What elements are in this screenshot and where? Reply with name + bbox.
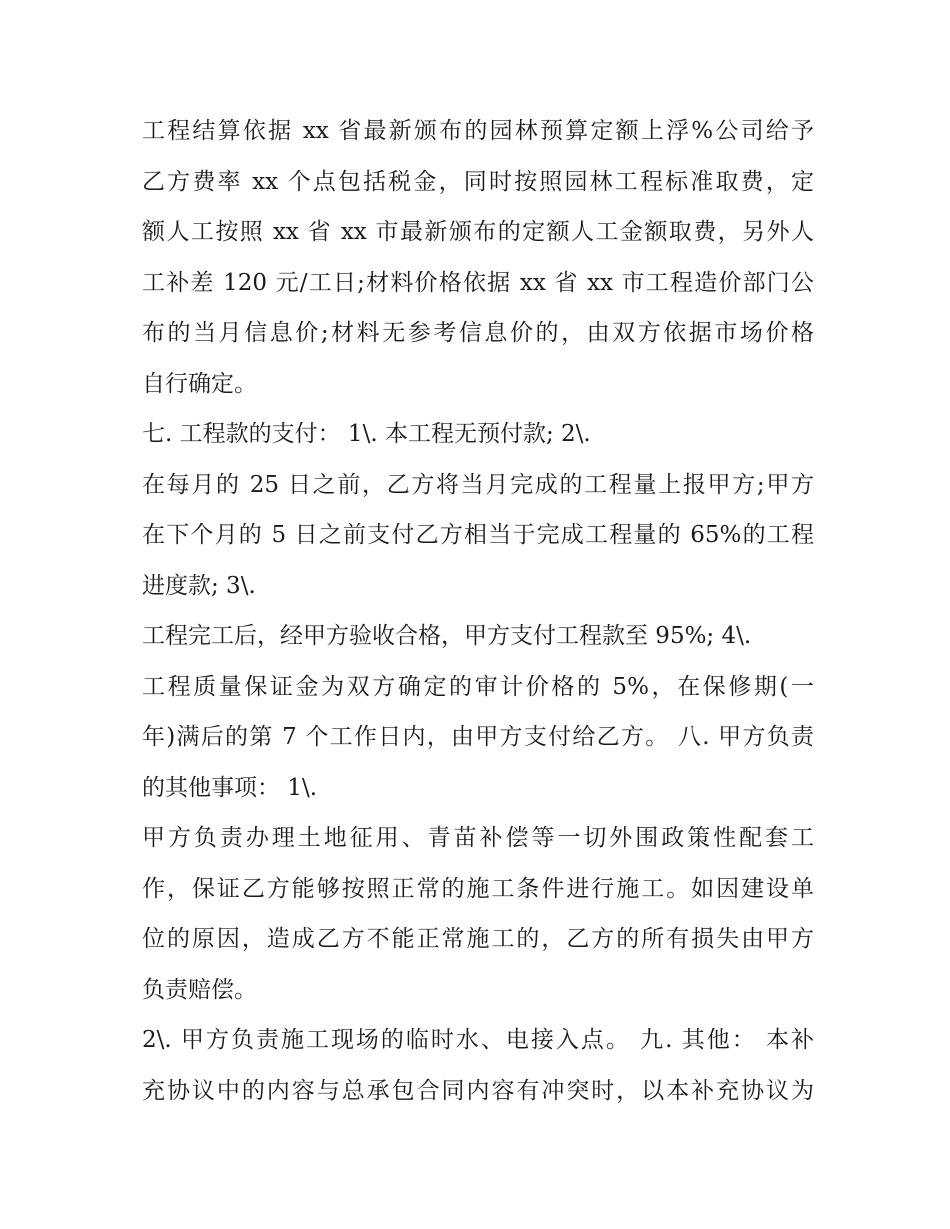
text-line: 在每月的 25 日之前，乙方将当月完成的工程量上报甲方;甲方 bbox=[142, 471, 814, 498]
text-line: 位的原因，造成乙方不能正常施工的，乙方的所有损失由甲方 bbox=[142, 926, 814, 952]
document-body bbox=[142, 106, 814, 1116]
text-line: 的其他事项： 1\. bbox=[142, 774, 318, 801]
text-line: 工程结算依据 xx 省最新颁布的园林预算定额上浮%公司给予 bbox=[142, 118, 814, 144]
text-line: 年)满后的第 7 个工作日内，由甲方支付给乙方。 八. 甲方负责 bbox=[142, 724, 814, 750]
text-line: 负责赔偿。 bbox=[142, 976, 257, 1003]
text-line: 进度款; 3\. bbox=[142, 572, 256, 599]
text-line: 工程质量保证金为双方确定的审计价格的 5%，在保修期(一 bbox=[142, 673, 814, 700]
text-line: 乙方费率 xx 个点包括税金，同时按照园林工程标准取费，定 bbox=[142, 168, 814, 195]
text-line: 甲方负责办理土地征用、青苗补偿等一切外围政策性配套工 bbox=[142, 825, 814, 851]
text-line: 布的当月信息价;材料无参考信息价的，由双方依据市场价格 bbox=[142, 320, 814, 346]
text-line: 自行确定。 bbox=[142, 370, 257, 397]
text-line: 作，保证乙方能够按照正常的施工条件进行施工。如因建设单 bbox=[142, 875, 814, 902]
text-line: 在下个月的 5 日之前支付乙方相当于完成工程量的 65%的工程 bbox=[142, 522, 814, 548]
text-line: 额人工按照 xx 省 xx 市最新颁布的定额人工金额取费，另外人 bbox=[142, 219, 814, 245]
text-line: 工程完工后，经甲方验收合格，甲方支付工程款至 95%; 4\. bbox=[142, 623, 752, 649]
text-line: 充协议中的内容与总承包合同内容有冲突时，以本补充协议为 bbox=[142, 1077, 814, 1104]
text-line: 2\. 甲方负责施工现场的临时水、电接入点。 九. 其他： 本补 bbox=[142, 1027, 814, 1053]
section-heading-payment: 七. 工程款的支付： 1\. 本工程无预付款; 2\. bbox=[142, 421, 591, 447]
text-line: 工补差 120 元/工日;材料价格依据 xx 省 xx 市工程造价部门公 bbox=[142, 269, 814, 296]
